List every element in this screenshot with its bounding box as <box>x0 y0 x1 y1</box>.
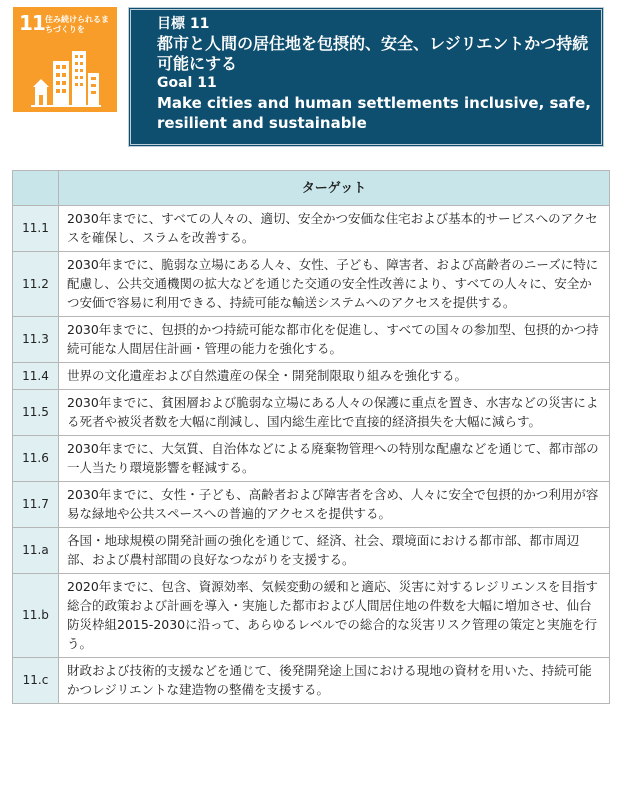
target-text: 2030年までに、包摂的かつ持続可能な都市化を促進し、すべての国々の参加型、包摂的かつ持続可能な人間居住計画・管理の能力を強化する。 <box>59 317 610 363</box>
city-buildings-icon <box>31 51 101 111</box>
goal-title-en: Make cities and human settlements inclusive, safe, resilient and sustainable <box>157 94 591 132</box>
target-text: 世界の文化遺産および自然遺産の保全・開発制限取り組みを強化する。 <box>59 363 610 390</box>
target-text: 2030年までに、すべての人々の、適切、安全かつ安価な住宅および基本的サービスへのアクセスを確保し、スラムを改善する。 <box>59 206 610 252</box>
goal-label-ja: 目標 11 <box>157 16 210 32</box>
table-row <box>13 528 610 574</box>
target-id: 11.b <box>13 574 59 658</box>
target-id: 11.6 <box>13 436 59 482</box>
table-row <box>13 206 610 252</box>
target-text: 2030年までに、脆弱な立場にある人々、女性、子ども、障害者、および高齢者のニーズに特に配慮し、公共交通機関の拡大などを通じた交通の安全性改善により、すべての人々に、安全かつ安価で容易に利用できる、持続可能な輸送システムへのアクセスを提供する。 <box>59 252 610 317</box>
target-id: 11.4 <box>13 363 59 390</box>
table-row <box>13 317 610 363</box>
target-id: 11.a <box>13 528 59 574</box>
table-row <box>13 482 610 528</box>
logo-caption: 住み続けられるまちづくりを <box>45 15 109 34</box>
target-text: 各国・地球規模の開発計画の強化を通じて、経済、社会、環境面における都市部、都市周辺部、および農村部間の良好なつながりを支援する。 <box>59 528 610 574</box>
table-row <box>13 252 610 317</box>
table-row <box>13 390 610 436</box>
table-row <box>13 363 610 390</box>
target-id: 11.5 <box>13 390 59 436</box>
target-id: 11.c <box>13 658 59 704</box>
goal-label-en: Goal 11 <box>157 75 217 91</box>
targets-table <box>12 170 610 704</box>
target-id: 11.1 <box>13 206 59 252</box>
table-row <box>13 658 610 704</box>
sdg-goal-11-logo <box>13 7 117 112</box>
target-text: 2030年までに、貧困層および脆弱な立場にある人々の保護に重点を置き、水害などの災害による死者や被災者数を大幅に削減し、国内総生産比で直接的経済損失を大幅に減らす。 <box>59 390 610 436</box>
goal-title-box <box>128 7 604 147</box>
target-id: 11.3 <box>13 317 59 363</box>
table-row <box>13 436 610 482</box>
goal-title-ja: 都市と人間の居住地を包摂的、安全、レジリエントかつ持続可能にする <box>157 34 589 73</box>
target-text: 2030年までに、大気質、自治体などによる廃棄物管理への特別な配慮などを通じて、都市部の一人当たり環境影響を軽減する。 <box>59 436 610 482</box>
table-corner-cell <box>13 171 59 206</box>
page-header <box>0 0 620 160</box>
target-id: 11.2 <box>13 252 59 317</box>
table-row <box>13 574 610 658</box>
table-header-row <box>13 171 610 206</box>
targets-column-header: ターゲット <box>59 171 610 206</box>
target-text: 財政および技術的支援などを通じて、後発開発途上国における現地の資材を用いた、持続可能かつレジリエントな建造物の整備を支援する。 <box>59 658 610 704</box>
logo-number: 11 <box>19 11 45 35</box>
target-id: 11.7 <box>13 482 59 528</box>
target-text: 2020年までに、包含、資源効率、気候変動の緩和と適応、災害に対するレジリエンスを目指す総合的政策および計画を導入・実施した都市および人間居住地の件数を大幅に増加させ、仙台防災枠組2015-2030に沿って、あらゆるレベルでの総合的な災害リスク管理の策定と実施を行う。 <box>59 574 610 658</box>
target-text: 2030年までに、女性・子ども、高齢者および障害者を含め、人々に安全で包摂的かつ利用が容易な緑地や公共スペースへの普遍的アクセスを提供する。 <box>59 482 610 528</box>
